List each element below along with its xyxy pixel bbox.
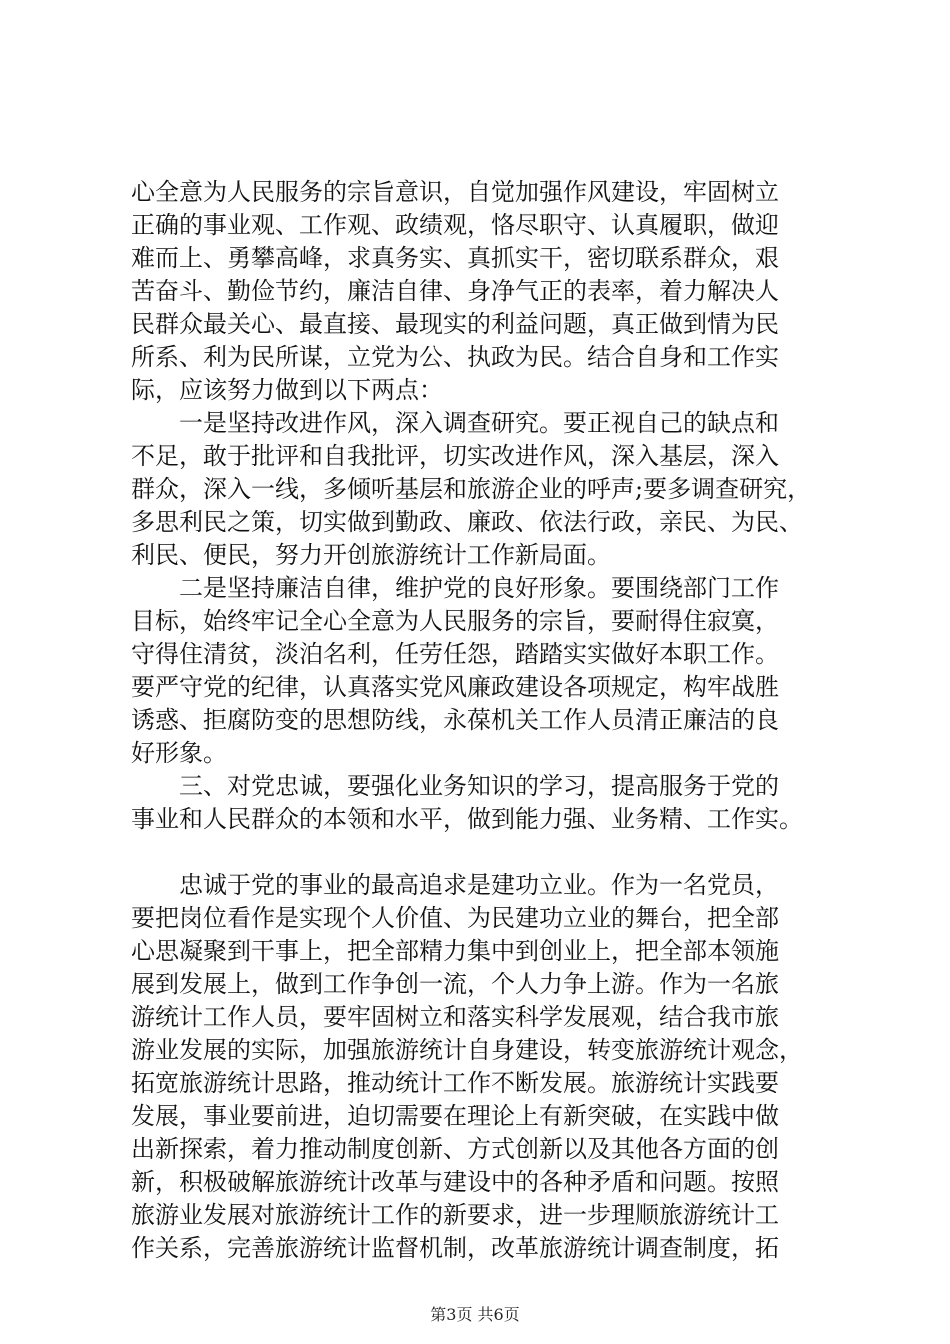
page-number-footer: 第3页 共6页 <box>430 1305 520 1324</box>
text-line: 好形象。 <box>131 739 227 767</box>
text-line: 不足，敢于批评和自我批评，切实改进作风，深入基层，深入 <box>131 442 779 470</box>
text-line: 新，积极破解旅游统计改革与建设中的各种矛盾和问题。按照 <box>131 1168 779 1196</box>
text-line: 目标，始终牢记全心全意为人民服务的宗旨，要耐得住寂寞， <box>131 607 779 635</box>
text-line: 旅游业发展对旅游统计工作的新要求，进一步理顺旅游统计工 <box>131 1201 779 1229</box>
text-line: 正确的事业观、工作观、政绩观，恪尽职守、认真履职，做迎 <box>131 211 779 239</box>
text-line: 守得住清贫，淡泊名利，任劳任怨，踏踏实实做好本职工作。 <box>131 640 779 668</box>
text-line: 群众，深入一线，多倾听基层和旅游企业的呼声;要多调查研究， <box>131 475 812 503</box>
text-line: 出新探索，着力推动制度创新、方式创新以及其他各方面的创 <box>131 1135 779 1163</box>
text-line: 多思利民之策，切实做到勤政、廉政、依法行政，亲民、为民、 <box>131 508 803 536</box>
paragraph-first-line: 一是坚持改进作风，深入调查研究。要正视自己的缺点和 <box>179 409 779 437</box>
paragraph-gap <box>131 836 831 869</box>
paragraph-first-line: 三、对党忠诚，要强化业务知识的学习，提高服务于党的 <box>179 772 779 800</box>
text-line: 民群众最关心、最直接、最现实的利益问题，真正做到情为民 <box>131 310 779 338</box>
text-line: 展到发展上，做到工作争创一流，个人力争上游。作为一名旅 <box>131 970 779 998</box>
text-line: 利民、便民，努力开创旅游统计工作新局面。 <box>131 541 611 569</box>
text-line: 所系、利为民所谋，立党为公、执政为民。结合自身和工作实 <box>131 343 779 371</box>
text-line: 心全意为人民服务的宗旨意识，自觉加强作风建设，牢固树立 <box>131 178 779 206</box>
text-line: 难而上、勇攀高峰，求真务实、真抓实干，密切联系群众，艰 <box>131 244 779 272</box>
text-line: 要严守党的纪律，认真落实党风廉政建设各项规定，构牢战胜 <box>131 673 779 701</box>
text-line: 作关系，完善旅游统计监督机制，改革旅游统计调查制度，拓 <box>131 1234 779 1262</box>
text-line: 要把岗位看作是实现个人价值、为民建功立业的舞台，把全部 <box>131 904 779 932</box>
text-line: 拓宽旅游统计思路，推动统计工作不断发展。旅游统计实践要 <box>131 1069 779 1097</box>
text-line: 游业发展的实际，加强旅游统计自身建设，转变旅游统计观念， <box>131 1036 803 1064</box>
document-body <box>131 176 831 1265</box>
text-line: 事业和人民群众的本领和水平，做到能力强、业务精、工作实。 <box>131 805 803 833</box>
paragraph-first-line: 二是坚持廉洁自律，维护党的良好形象。要围绕部门工作 <box>179 574 779 602</box>
text-line: 心思凝聚到干事上，把全部精力集中到创业上，把全部本领施 <box>131 937 779 965</box>
text-line: 发展，事业要前进，迫切需要在理论上有新突破，在实践中做 <box>131 1102 779 1130</box>
text-line: 际，应该努力做到以下两点： <box>131 376 443 404</box>
text-line: 游统计工作人员，要牢固树立和落实科学发展观，结合我市旅 <box>131 1003 779 1031</box>
paragraph-first-line: 忠诚于党的事业的最高追求是建功立业。作为一名党员， <box>179 871 779 899</box>
text-line: 诱惑、拒腐防变的思想防线，永葆机关工作人员清正廉洁的良 <box>131 706 779 734</box>
text-line: 苦奋斗、勤俭节约，廉洁自律、身净气正的表率，着力解决人 <box>131 277 779 305</box>
